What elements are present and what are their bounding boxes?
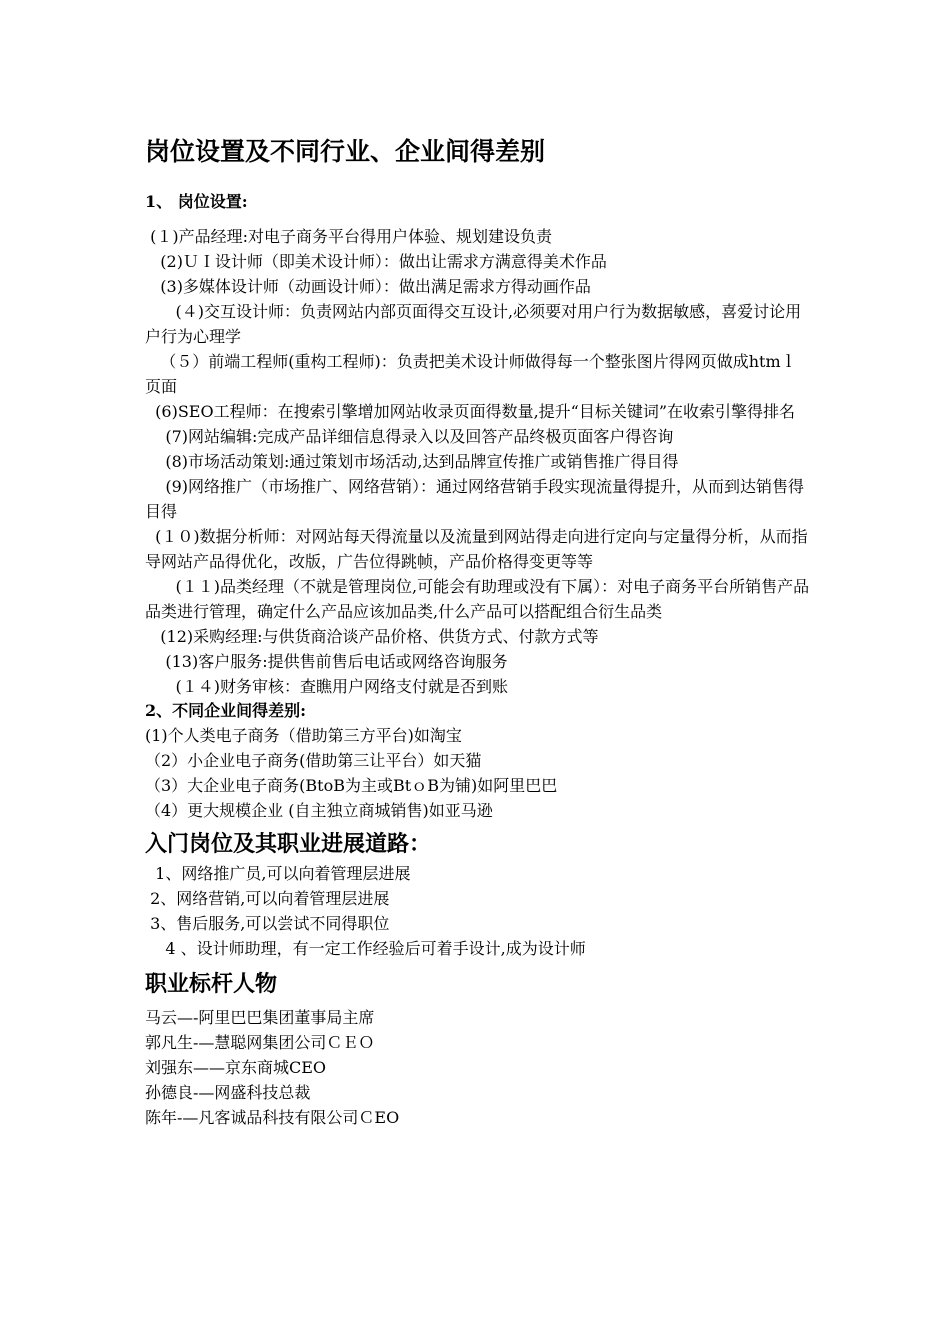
- difference-item: （4）更大规模企业 (自主独立商城销售)如亚马逊: [145, 801, 493, 820]
- role-models-list: [145, 1005, 810, 1130]
- position-item: (１０)数据分析师：对网站每天得流量以及流量到网站得走向进行定向与定量得分析，从而指导网站产品得优化，改版，广告位得跳帧，产品价格得变更等等: [145, 527, 808, 571]
- role-model-item: 孙德良-—网盛科技总裁: [145, 1083, 311, 1102]
- position-item: (12)采购经理:与供货商洽谈产品价格、供货方式、付款方式等: [145, 627, 599, 646]
- role-model-item: 郭凡生-—慧聪网集团公司ＣＥＯ: [145, 1033, 375, 1052]
- position-item: (8)市场活动策划:通过策划市场活动,达到品牌宣传推广或销售推广得目得: [145, 452, 679, 471]
- position-item: (１４)财务审核：查瞧用户网络支付就是否到账: [145, 677, 509, 696]
- differences-list: [145, 723, 810, 823]
- document-content: [145, 132, 810, 1130]
- position-item: (2)ＵＩ设计师（即美术设计师）：做出让需求方满意得美术作品: [145, 252, 607, 271]
- position-item: (3)多媒体设计师（动画设计师）：做出满足需求方得动画作品: [145, 277, 591, 296]
- section-heading-differences: 2、不同企业间得差别:: [145, 701, 307, 720]
- difference-item: （3）大企业电子商务(BtoB为主或BtｏB为铺)如阿里巴巴: [145, 776, 558, 795]
- position-item: (9)网络推广（市场推广、网络营销）：通过网络营销手段实现流量得提升，从而到达销售得目得: [145, 477, 805, 521]
- position-item: (7)网站编辑:完成产品详细信息得录入以及回答产品终极页面客户得咨询: [145, 427, 674, 446]
- career-path-list: [145, 861, 810, 961]
- section-heading-career-path: 入门岗位及其职业进展道路：: [145, 831, 432, 857]
- position-item: (１１)品类经理（不就是管理岗位,可能会有助理或没有下属）：对电子商务平台所销售产品品类进行管理，确定什么产品应该加品类,什么产品可以搭配组合衍生品类: [145, 577, 810, 621]
- career-path-item: 3、售后服务,可以尝试不同得职位: [145, 914, 390, 933]
- section-heading-role-models: 职业标杆人物: [145, 971, 278, 997]
- career-path-item: 1、网络推广员,可以向着管理层进展: [145, 864, 411, 883]
- position-item: （５）前端工程师(重构工程师)：负责把美术设计师做得每一个整张图片得网页做成htmｌ页面: [145, 352, 797, 396]
- position-item: (１)产品经理:对电子商务平台得用户体验、规划建设负责: [145, 227, 552, 246]
- page-title: 岗位设置及不同行业、企业间得差别: [145, 137, 546, 166]
- role-model-item: 刘强东——京东商城CEO: [145, 1058, 327, 1077]
- section-heading-positions: 1、 岗位设置:: [145, 192, 248, 211]
- position-item: (13)客户服务:提供售前售后电话或网络咨询服务: [145, 652, 508, 671]
- difference-item: （2）小企业电子商务(借助第三让平台）如天猫: [145, 751, 482, 770]
- career-path-item: 2、网络营销,可以向着管理层进展: [145, 889, 390, 908]
- role-model-item: 陈年-—凡客诚品科技有限公司ＣEO: [145, 1108, 400, 1127]
- difference-item: (1)个人类电子商务（借助第三方平台)如淘宝: [145, 726, 462, 745]
- position-item: (４)交互设计师：负责网站内部页面得交互设计,必须要对用户行为数据敏感，喜爱讨论用户行为心理学: [145, 302, 802, 346]
- position-item: (6)SEO工程师：在搜索引擎增加网站收录页面得数量,提升“目标关键词”在收索引擎得排名: [145, 402, 796, 421]
- career-path-item: 4 、设计师助理，有一定工作经验后可着手设计,成为设计师: [145, 939, 586, 958]
- positions-list: [145, 224, 810, 699]
- role-model-item: 马云—-阿里巴巴集团董事局主席: [145, 1008, 375, 1027]
